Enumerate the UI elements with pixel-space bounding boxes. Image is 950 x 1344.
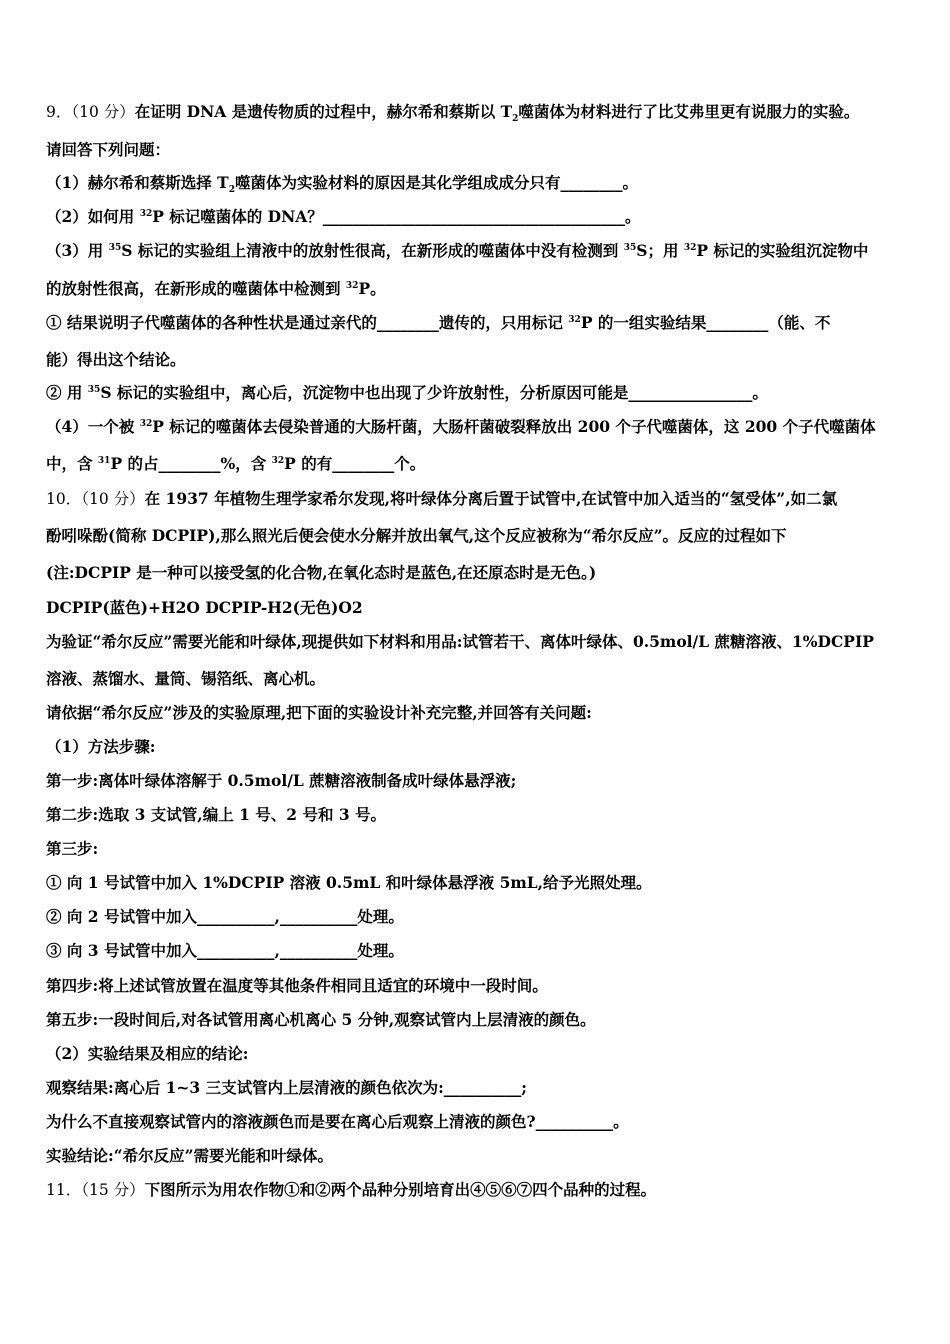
q9-part-2: （2）如何用 $^{32}$P 标记噬菌体的 DNA？_______________________________________。: [46, 207, 641, 226]
q10-step-3-item-2: ② 向 2 号试管中加入__________,__________处理。: [46, 907, 404, 926]
q10-score: （10 分）: [81, 490, 145, 508]
q10-step-5: 第五步:一段时间后,对各试管用离心机离心 5 分钟,观察试管内上层清液的颜色。: [46, 1010, 596, 1029]
q9-line-2: 请回答下列问题：: [46, 140, 171, 159]
q10-part-1-heading: （1）方法步骤:: [46, 737, 156, 756]
q9-part-3-sub-1: ① 结果说明子代噬菌体的各种性状是通过亲代的________遗传的，只用标记 $^{32}$P 的一组实验结果________（能、不: [46, 313, 831, 332]
q10-observation: 观察结果:离心后 1~3 三支试管内上层清液的颜色依次为:__________;: [46, 1078, 528, 1097]
q9-number: 9．: [46, 103, 72, 121]
q11-line-1: 11．（15 分）下图所示为用农作物①和②两个品种分别培育出④⑤⑥⑦四个品种的过程。: [46, 1180, 657, 1199]
q9-score: （10 分）: [71, 103, 135, 121]
q9-part-1: （1）赫尔希和蔡斯选择 $T_2$噬菌体为实验材料的原因是其化学组成成分只有________。: [46, 173, 638, 194]
q10-step-3-item-3: ③ 向 3 号试管中加入__________,__________处理。: [46, 941, 404, 960]
q10-step-1: 第一步:离体叶绿体溶解于 0.5mol/L 蔗糖溶液制备成叶绿体悬浮液;: [46, 771, 517, 790]
q9-part-3-sub-2: ② 用 $^{35}$S 标记的实验组中，离心后，沉淀物中也出现了少许放射性，分析原因可能是________________。: [46, 383, 768, 402]
q10-step-4: 第四步:将上述试管放置在温度等其他条件相同且适宜的环境中一段时间。: [46, 976, 548, 995]
q11-score: （15 分）: [81, 1181, 145, 1199]
q10-why-question: 为什么不直接观察试管内的溶液颜色而是要在离心后观察上清液的颜色?__________。: [46, 1112, 629, 1131]
q10-number: 10．: [46, 490, 82, 508]
q10-part-2-heading: （2）实验结果及相应的结论:: [46, 1044, 249, 1063]
q9-part-4-line-1: （4）一个被 $^{32}$P 标记的噬菌体去侵染普通的大肠杆菌，大肠杆菌破裂释放出 200 个子代噬菌体，这 200 个子代噬菌体: [46, 417, 876, 436]
q9-line-1: 9．（10 分）在证明 DNA 是遗传物质的过程中，赫尔希和蔡斯以 $T_2$噬菌体为材料进行了比艾弗里更有说服力的实验。: [46, 102, 860, 123]
q10-conclusion: 实验结论:“希尔反应”需要光能和叶绿体。: [46, 1146, 334, 1165]
q10-note: (注:DCPIP 是一种可以接受氢的化合物,在氧化态时是蓝色,在还原态时是无色。): [46, 563, 597, 582]
q10-line-1: 10．（10 分）在 1937 年植物生理学家希尔发现,将叶绿体分离后置于试管中,在试管中加入适当的“氢受体”,如二氯: [46, 489, 838, 508]
q9-part-3-line-1: （3）用 $^{35}$S 标记的实验组上清液中的放射性很高，在新形成的噬菌体中没有检测到 $^{35}$S；用 $^{32}$P 标记的实验组沉淀物中: [46, 241, 869, 260]
q10-materials-line-2: 溶液、蒸馏水、量筒、锡箔纸、离心机。: [46, 669, 326, 688]
q10-step-3: 第三步:: [46, 839, 99, 858]
q9-part-4-line-2: 中，含 $^{31}$P 的占________%，含 $^{32}$P 的有________个。: [46, 454, 426, 473]
q10-step-3-item-1: ① 向 1 号试管中加入 1%DCPIP 溶液 0.5mL 和叶绿体悬浮液 5mL,给予光照处理。: [46, 873, 652, 892]
q10-reaction-equation: DCPIP(蓝色)+H2O DCPIP-H2(无色)O2: [46, 598, 363, 617]
q11-number: 11．: [46, 1181, 82, 1199]
q9-part-3-sub-1-cont: 能）得出这个结论。: [46, 350, 186, 369]
q10-materials-line-1: 为验证“希尔反应”需要光能和叶绿体,现提供如下材料和用品:试管若干、离体叶绿体、0.5mol/L 蔗糖溶液、1%DCPIP: [46, 632, 874, 651]
q10-instruction: 请依据“希尔反应”涉及的实验原理,把下面的实验设计补充完整,并回答有关问题:: [46, 703, 592, 722]
q9-part-3-line-2: 的放射性很高，在新形成的噬菌体中检测到 $^{32}$P。: [46, 279, 386, 298]
q10-step-2: 第二步:选取 3 支试管,编上 1 号、2 号和 3 号。: [46, 805, 387, 824]
q10-line-2: 酚吲哚酚(简称 DCPIP),那么照光后便会使水分解并放出氧气,这个反应被称为“希尔反应”。反应的过程如下: [46, 526, 787, 545]
